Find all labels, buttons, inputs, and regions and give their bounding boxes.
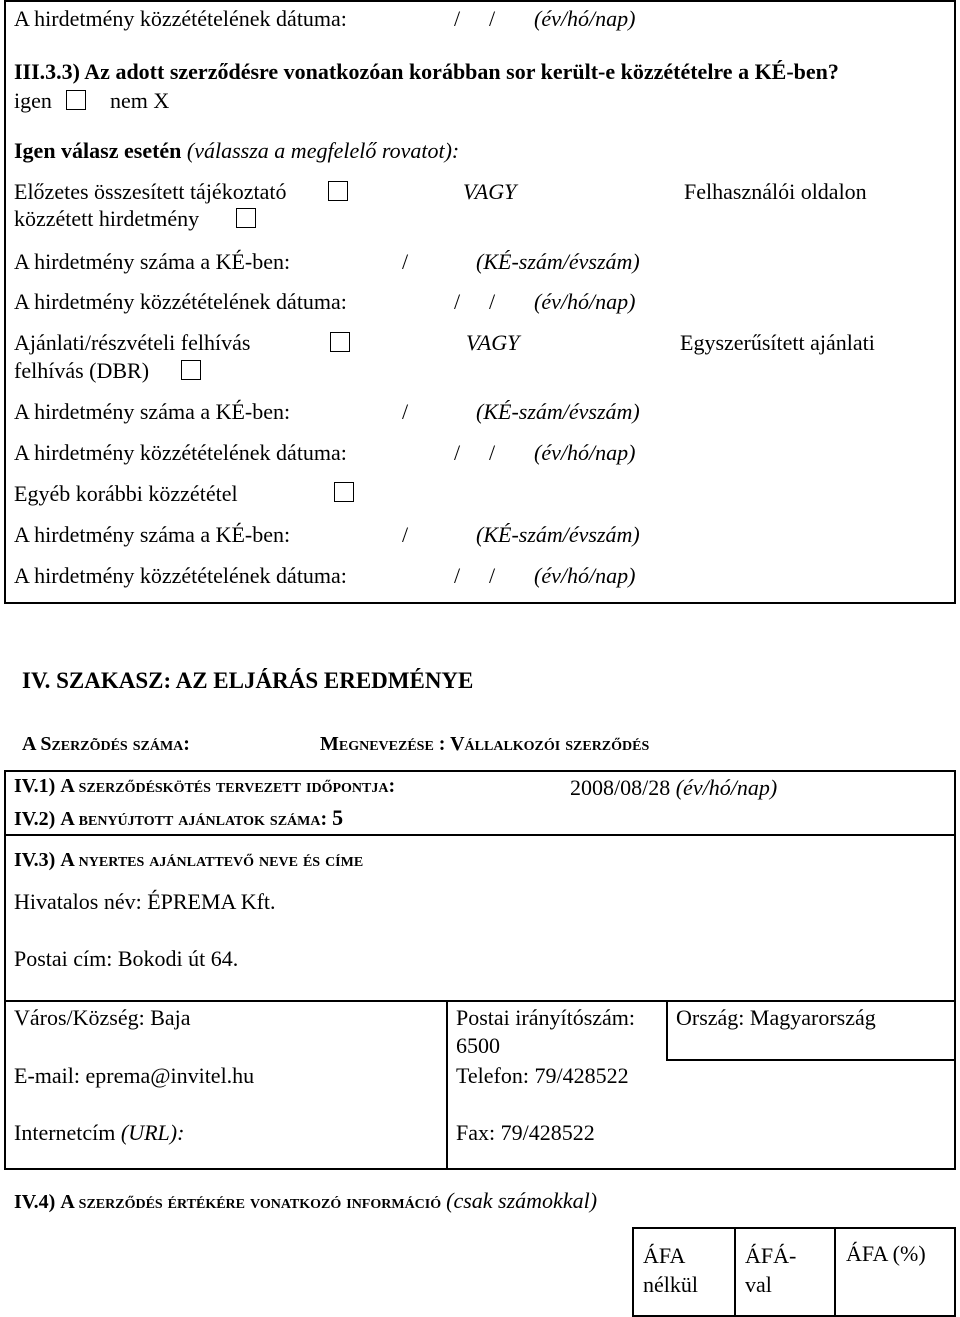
yes-no-row: igen: [14, 88, 52, 113]
contract-number-label: A Szerzõdés száma:: [22, 733, 190, 755]
divider: [4, 1000, 956, 1002]
col-vat-header: ÁFÁ- val: [745, 1243, 797, 1297]
other-label: Egyéb korábbi közzététel: [14, 481, 238, 506]
dbr-checkbox[interactable]: [181, 360, 201, 380]
fax: Fax: 79/428522: [456, 1120, 595, 1145]
iv2-row: IV.2) A benyújtott ajánlatok száma: 5: [14, 805, 344, 830]
prior-info-label: Előzetes összesített tájékoztató: [14, 179, 287, 204]
divider: [734, 1227, 736, 1317]
country: Ország: Magyarország: [676, 1005, 876, 1030]
if-yes-row: Igen válasz esetén (válassza a megfelelő rovatot):: [14, 138, 460, 163]
iv1-value: 2008/08/28 (év/hó/nap): [570, 775, 778, 800]
number-row-3: A hirdetmény száma a KÉ-ben: / (KÉ-szám/évszám): [14, 522, 640, 547]
number-row-2: A hirdetmény száma a KÉ-ben: / (KÉ-szám/évszám): [14, 399, 640, 424]
date-label: A hirdetmény közzétételének dátuma:: [14, 6, 347, 31]
iv4-row: IV.4) A szerződés értékére vonatkozó információ (csak számokkal): [14, 1188, 598, 1213]
call-label: Ajánlati/részvételi felhívás: [14, 330, 251, 355]
phone: Telefon: 79/428522: [456, 1063, 629, 1088]
divider: [666, 1000, 668, 1060]
divider: [446, 1000, 448, 1170]
iv3-row: IV.3) A nyertes ajánlattevő neve és címe: [14, 849, 364, 871]
col-pct-header: ÁFA (%): [846, 1241, 926, 1266]
iv1-row: IV.1) A szerződéskötés tervezett időpontja:: [14, 775, 396, 797]
divider: [834, 1227, 836, 1317]
simplified-call-label: Egyszerűsített ajánlati: [680, 330, 875, 355]
date-row-1: A hirdetmény közzétételének dátuma: / / (év/hó/nap): [14, 289, 636, 314]
divider: [666, 1059, 956, 1061]
contract-name-label: Megnevezése : Vállalkozói szerződés: [320, 733, 650, 755]
user-side-label: Felhasználói oldalon: [684, 179, 867, 204]
call-checkbox[interactable]: [330, 332, 350, 352]
postal-address: Postai cím: Bokodi út 64.: [14, 946, 239, 971]
user-side-checkbox[interactable]: [236, 208, 256, 228]
yes-checkbox[interactable]: [66, 90, 86, 110]
divider: [4, 834, 956, 836]
date-row-0: A hirdetmény közzétételének dátuma: / / (év/hó/nap): [14, 6, 636, 31]
other-checkbox[interactable]: [334, 482, 354, 502]
section-title: IV. SZAKASZ: AZ ELJÁRÁS EREDMÉNYE: [22, 668, 474, 693]
prior-info-checkbox[interactable]: [328, 181, 348, 201]
no-label: nem X: [110, 88, 170, 113]
zip-label: Postai irányítószám:: [456, 1005, 636, 1030]
or-label-2: VAGY: [466, 330, 520, 355]
date-row-3: A hirdetmény közzétételének dátuma: / / (év/hó/nap): [14, 563, 636, 588]
date-row-2: A hirdetmény közzétételének dátuma: / / (év/hó/nap): [14, 440, 636, 465]
simplified-call-label-cont: felhívás (DBR): [14, 358, 150, 383]
number-row-1: A hirdetmény száma a KÉ-ben: / (KÉ-szám/évszám): [14, 249, 640, 274]
internet-address: Internetcím (URL):: [14, 1120, 185, 1145]
city: Város/Község: Baja: [14, 1005, 191, 1030]
zip-value: 6500: [456, 1033, 500, 1058]
col-net-header: ÁFA nélkül: [643, 1243, 698, 1297]
email: E-mail: eprema@invitel.hu: [14, 1063, 255, 1088]
question-heading: III.3.3) Az adott szerződésre vonatkozóan korábban sor került-e közzétételre a KÉ-ben?: [14, 59, 839, 84]
or-label: VAGY: [463, 179, 517, 204]
user-side-label-cont: közzétett hirdetmény: [14, 206, 200, 231]
official-name: Hivatalos név: ÉPREMA Kft.: [14, 889, 276, 914]
